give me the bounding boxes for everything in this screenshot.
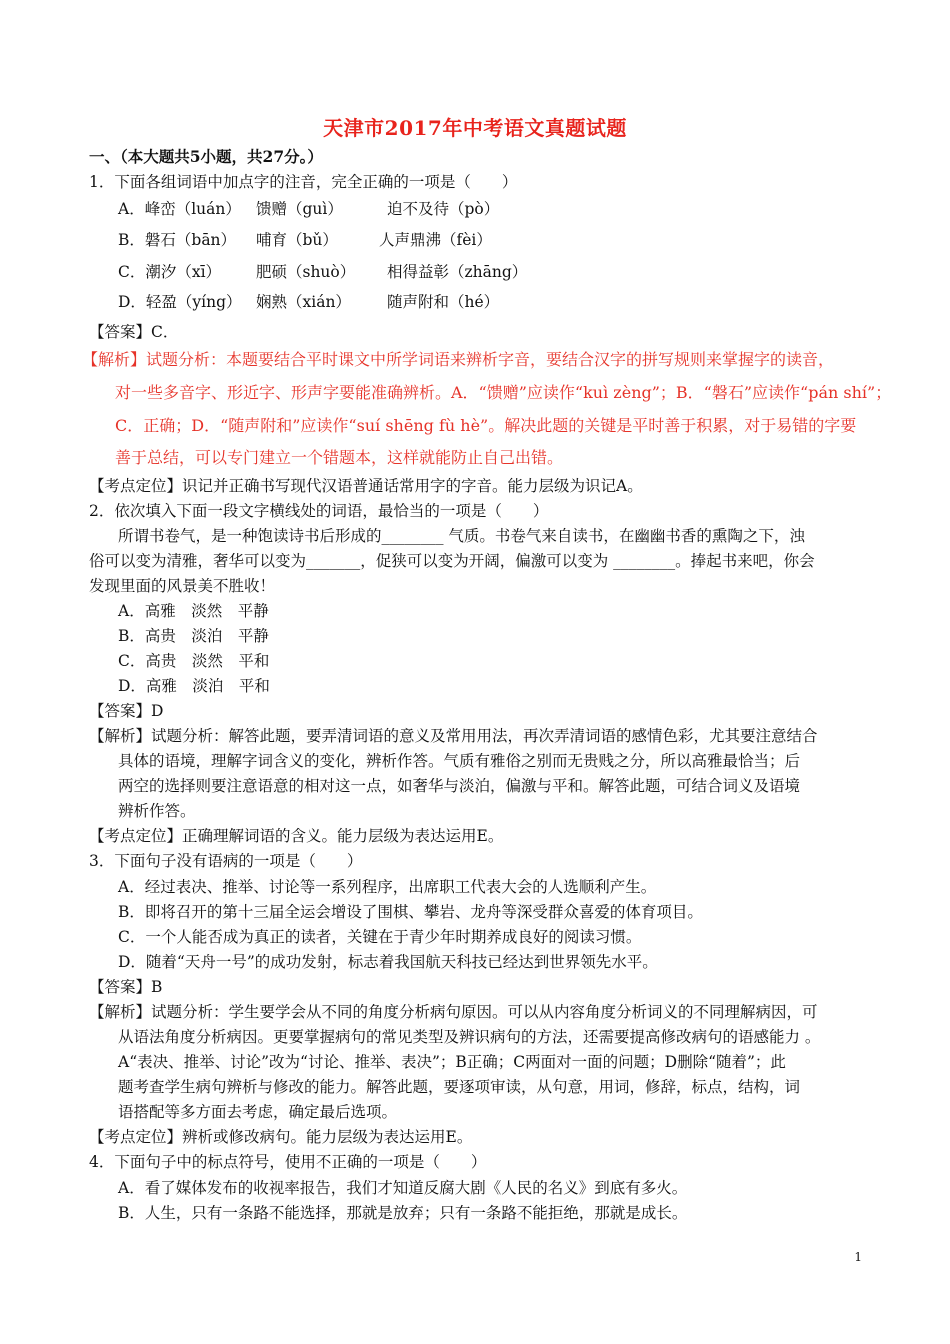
q1-c-2: 肥硕（shuò）: [256, 263, 356, 281]
q3-option-d: D．随着“天舟一号”的成功发射，标志着我国航天科技已经达到世界领先水平。: [118, 953, 658, 971]
q1-analysis-line-4: 善于总结，可以专门建立一个错题本，这样就能防止自己出错。: [115, 448, 564, 467]
q3-analysis-line-5: 语搭配等多方面去考虑，确定最后选项。: [118, 1103, 398, 1121]
q2-passage-line-1: 所谓书卷气，是一种饱读诗书后形成的________ 气质。书卷气来自读书，在幽幽书香的熏陶之下，浊: [118, 527, 805, 545]
q1-b-2: 哺育（bǔ）: [256, 231, 338, 249]
q2-analysis-line-1: 【解析】试题分析：解答此题，要弄清词语的意义及常用用法，再次弄清词语的感情色彩，尤其要注意结合: [89, 727, 818, 745]
q2-option-c: C．高贵 淡然 平和: [118, 652, 270, 670]
q3-option-c: C．一个人能否成为真正的读者，关键在于青少年时期养成良好的阅读习惯。: [118, 928, 642, 946]
q1-analysis-line-3: C．正确；D．“随声附和”应读作“suí shēng fù hè”。解决此题的关键是平时善于积累，对于易错的字要: [115, 416, 857, 435]
q1-c-3: 相得益彰（zhāng）: [387, 263, 528, 281]
q3-analysis-line-2: 从语法角度分析病因。更要掌握病句的常见类型及辨识病句的方法，还需要提高修改病句的语感能力 。: [118, 1028, 821, 1046]
q3-analysis-line-3: A“表决、推举、讨论”改为“讨论、推举、表决”；B正确；C两面对一面的问题；D删除“随着”；此: [118, 1053, 786, 1071]
q1-d-3: 随声附和（hé）: [387, 293, 500, 311]
q2-analysis-line-2: 具体的语境，理解字词含义的变化，辨析作答。气质有雅俗之别而无贵贱之分，所以高雅最恰当；后: [118, 752, 801, 770]
q1-b-1: B．磐石（bān）: [118, 231, 237, 249]
q3-knowledge-point: 【考点定位】辨析或修改病句。能力层级为表达运用E。: [89, 1128, 473, 1146]
q2-analysis-line-4: 辨析作答。: [118, 802, 196, 820]
q3-option-b: B．即将召开的第十三届全运会增设了围棋、攀岩、龙舟等深受群众喜爱的体育项目。: [118, 903, 703, 921]
q2-answer: 【答案】D: [89, 702, 164, 720]
q1-d-2: 娴熟（xián）: [256, 293, 351, 311]
q1-a-2: 馈赠（guì）: [256, 200, 343, 218]
q1-stem: 1．下面各组词语中加点字的注音，完全正确的一项是（ ）: [89, 173, 518, 191]
q3-analysis-line-1: 【解析】试题分析：学生要学会从不同的角度分析病句原因。可以从内容角度分析词义的不同理解病因，可: [89, 1003, 818, 1021]
q3-answer: 【答案】B: [89, 978, 163, 996]
q2-option-b: B．高贵 淡泊 平静: [118, 627, 269, 645]
q2-passage-line-3: 发现里面的风景美不胜收！: [89, 577, 276, 595]
q1-c-1: C．潮汐（xī）: [118, 263, 222, 281]
q2-passage-line-2: 俗可以变为清雅，奢华可以变为_______，促狭可以变为开阔，偏激可以变为 ________。捧起书来吧，你会: [89, 552, 815, 570]
q1-analysis-line-2: 对一些多音字、形近字、形声字要能准确辨析。A．“馈赠”应读作“kuì zèng”；B．“磐石”应读作“pán shí”；: [115, 383, 892, 402]
section-heading: 一、（本大题共5小题，共27分。）: [89, 147, 323, 166]
q3-analysis-line-4: 题考查学生病句辨析与修改的能力。解答此题，要逐项审读，从句意，用词，修辞，标点，结构，词: [118, 1078, 801, 1096]
q3-stem: 3．下面句子没有语病的一项是（ ）: [89, 852, 363, 870]
q1-a-1: A．峰峦（luán）: [118, 200, 241, 218]
q3-option-a: A．经过表决、推举、讨论等一系列程序，出席职工代表大会的人选顺利产生。: [118, 878, 657, 896]
q4-option-b: B．人生，只有一条路不能选择，那就是放弃；只有一条路不能拒绝，那就是成长。: [118, 1204, 688, 1222]
q2-option-a: A．高雅 淡然 平静: [118, 602, 269, 620]
document-title: 天津市2017年中考语文真题试题: [323, 116, 627, 140]
q2-analysis-line-3: 两空的选择则要注意语意的相对这一点，如奢华与淡泊，偏激与平和。解答此题，可结合词义及语境: [118, 777, 801, 795]
q2-option-d: D．高雅 淡泊 平和: [118, 677, 270, 695]
q4-option-a: A．看了媒体发布的收视率报告，我们才知道反腐大剧《人民的名义》到底有多火。: [118, 1179, 688, 1197]
q1-a-3: 迫不及待（pò）: [387, 200, 500, 218]
q1-knowledge-point: 【考点定位】识记并正确书写现代汉语普通话常用字的字音。能力层级为识记A。: [89, 477, 643, 495]
q2-stem: 2．依次填入下面一段文字横线处的词语，最恰当的一项是（ ）: [89, 502, 549, 520]
q1-analysis-line-1: 【解析】试题分析：本题要结合平时课文中所学词语来辨析字音，要结合汉字的拼写规则来掌握字的读音，: [82, 350, 835, 369]
page-number: 1: [854, 1250, 862, 1264]
q2-knowledge-point: 【考点定位】正确理解词语的含义。能力层级为表达运用E。: [89, 827, 504, 845]
q1-answer: 【答案】C．: [89, 323, 179, 341]
q1-d-1: D．轻盈（yíng）: [118, 293, 242, 311]
q1-b-3: 人声鼎沸（fèi）: [379, 231, 492, 249]
q4-stem: 4．下面句子中的标点符号，使用不正确的一项是（ ）: [89, 1153, 487, 1171]
